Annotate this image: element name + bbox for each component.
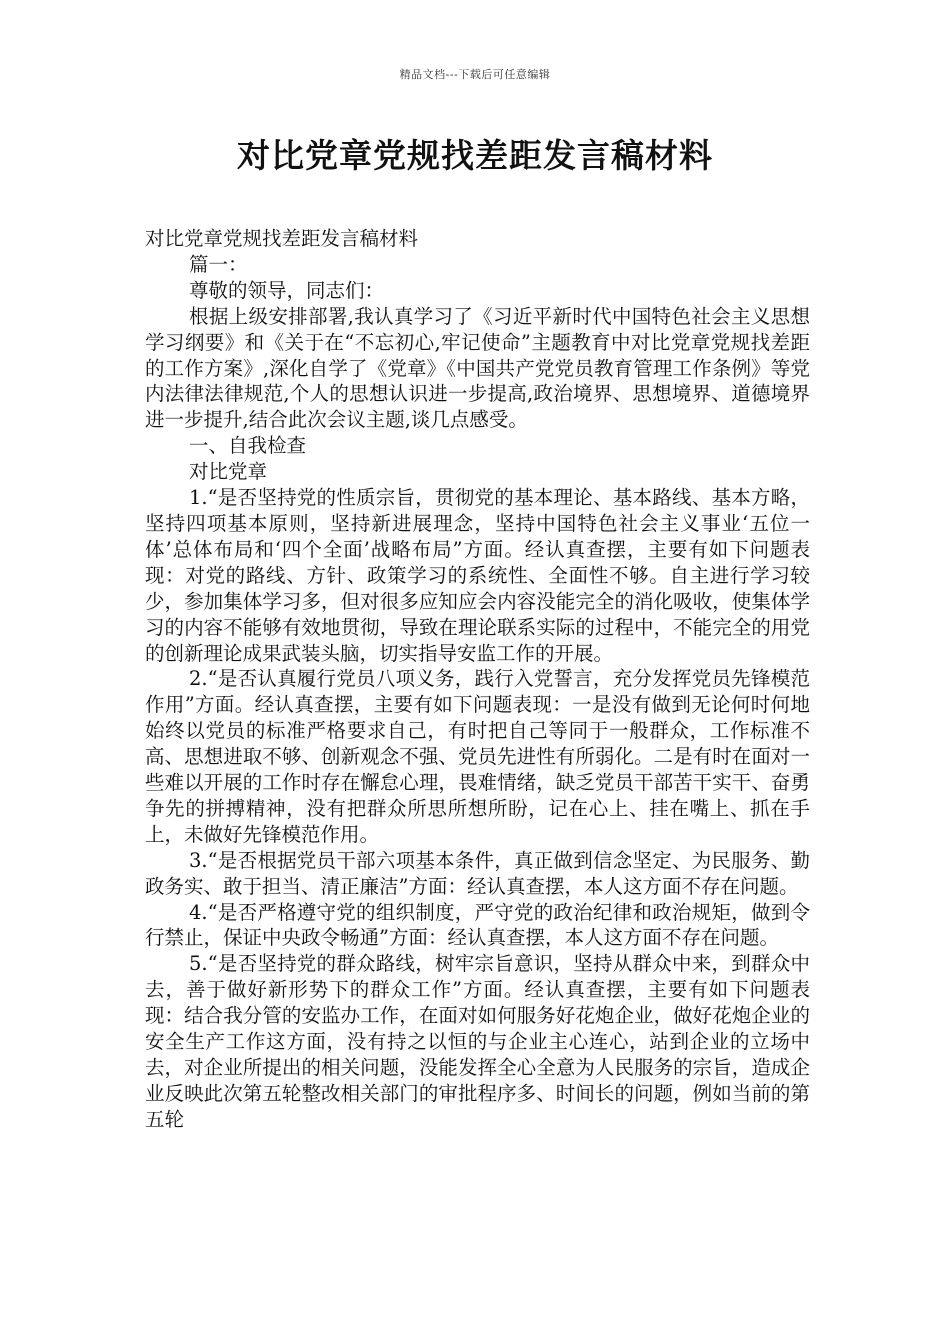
document-title: 对比党章党规找差距发言稿材料	[237, 136, 713, 175]
salutation: 尊敬的领导，同志们：	[189, 278, 385, 302]
document-body	[145, 226, 810, 1133]
body-subtitle: 对比党章党规找差距发言稿材料	[145, 227, 419, 250]
paragraph: 2.“是否认真履行党员八项义务，践行入党誓言，充分发挥党员先锋模范作用”方面。经认真查摆，主要有如下问题表现：一是没有做到无论何时何地始终以党员的标准严格要求自己，有时把自己等同于一般群众，工作标准不高、思想进取不够、创新观念不强、党员先进性有所弱化。二是有时在面对一些难以开展的工作时存在懈怠心理，畏难情绪，缺乏党员干部苦干实干、奋勇争先的拼搏精神，没有把群众所思所想所盼，记在心上、挂在嘴上、抓在手上，未做好先锋模范作用。	[145, 667, 810, 846]
paragraph: 1.“是否坚持党的性质宗旨，贯彻党的基本理论、基本路线、基本方略，坚持四项基本原则，坚持新进展理念，坚持中国特色社会主义事业‘五位一体’总体布局和‘四个全面’战略布局”方面。经认真查摆，主要有如下问题表现：对党的路线、方针、政策学习的系统性、全面性不够。自主进行学习较少，参加集体学习多，但对很多应知应会内容没能完全的消化吸收，使集体学习的内容不能够有效地贯彻，导致在理论联系实际的过程中，不能完全的用党的创新理论成果武装头脑，切实指导安监工作的开展。	[145, 486, 810, 665]
paragraph: 4.“是否严格遵守党的组织制度，严守党的政治纪律和政治规矩，做到令行禁止，保证中央政令畅通”方面：经认真查摆，本人这方面不存在问题。	[145, 900, 810, 950]
section-heading: 一、自我检查	[189, 434, 307, 458]
subsection-heading: 对比党章	[189, 460, 268, 484]
paragraph: 3.“是否根据党员干部六项基本条件，真正做到信念坚定、为民服务、勤政务实、敢于担当、清正廉洁”方面：经认真查摆，本人这方面不存在问题。	[145, 848, 810, 898]
section-label: 篇一：	[189, 252, 248, 276]
paragraph: 根据上级安排部署,我认真学习了《习近平新时代中国特色社会主义思想学习纲要》和《关于在“不忘初心,牢记使命”主题教育中对比党章党规找差距的工作方案》,深化自学了《党章》《中国共产党党员教育管理工作条例》等党内法律法律规范,个人的思想认识进一步提高,政治境界、思想境界、道德境界进一步提升,结合此次会议主题,谈几点感受。	[145, 304, 810, 432]
header-note: 精品文档---下载后可任意编辑	[399, 68, 551, 81]
paragraph: 5.“是否坚持党的群众路线，树牢宗旨意识，坚持从群众中来，到群众中去，善于做好新形势下的群众工作”方面。经认真查摆，主要有如下问题表现：结合我分管的安监办工作，在面对如何服务好花炮企业，做好花炮企业的安全生产工作这方面，没有持之以恒的与企业主心连心，站到企业的立场中去，对企业所提出的相关问题，没能发挥全心全意为人民服务的宗旨，造成企业反映此次第五轮整改相关部门的审批程序多、时间长的问题，例如当前的第五轮	[145, 952, 810, 1131]
